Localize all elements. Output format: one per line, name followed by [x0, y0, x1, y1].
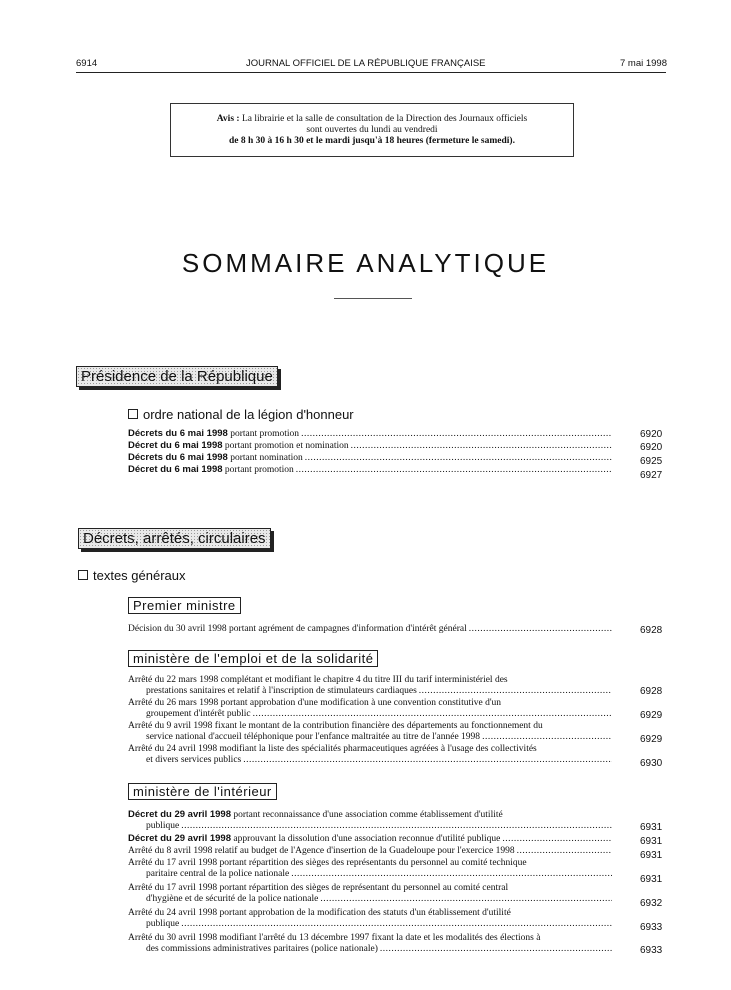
- interieur-entries: [128, 809, 614, 955]
- notice-hours: de 8 h 30 à 16 h 30 et le mardi jusqu'à 18 heures (fermeture le samedi).: [229, 136, 515, 146]
- page-ref[interactable]: 6931: [640, 822, 663, 833]
- toc-entry[interactable]: [128, 721, 614, 743]
- page-title: SOMMAIRE ANALYTIQUE: [181, 248, 550, 278]
- page-ref[interactable]: 6928: [640, 686, 663, 697]
- toc-entry[interactable]: [128, 624, 614, 635]
- toc-entry[interactable]: [128, 675, 614, 697]
- leader-dots: [301, 429, 612, 440]
- entry-key: Décret du 29 avril 1998: [128, 833, 231, 844]
- entry-text-cont: des commissions administratives paritaires (police nationale): [146, 944, 378, 954]
- section-heading-presidence: Présidence de la République: [76, 366, 278, 387]
- leader-dots: [181, 919, 612, 930]
- page-ref[interactable]: 6933: [640, 922, 663, 933]
- entry-text: portant promotion et nomination: [224, 441, 349, 451]
- entry-text: Arrêté du 17 avril 1998 portant répartition des sièges de représentant du personnel au comité central: [128, 883, 509, 893]
- emploi-entries: [128, 675, 614, 766]
- page-ref[interactable]: 6920: [640, 442, 663, 453]
- leader-dots: [502, 834, 612, 845]
- page-ref[interactable]: 6920: [640, 429, 663, 440]
- entry-text: Arrêté du 22 mars 1998 complétant et modifiant le chapitre 4 du titre III du tarif interministériel des: [128, 675, 508, 685]
- entry-text: Arrêté du 30 avril 1998 modifiant l'arrêté du 13 décembre 1997 fixant la date et les modalités des élections à: [128, 933, 541, 943]
- page-number: 6914: [76, 58, 98, 69]
- entry-text: Arrêté du 17 avril 1998 portant répartition des sièges des représentants du personnel au comité technique: [128, 858, 527, 868]
- issue-date: 7 mai 1998: [620, 58, 668, 69]
- toc-entry[interactable]: [128, 440, 614, 452]
- leader-dots: [380, 944, 612, 955]
- toc-entry[interactable]: [128, 428, 614, 440]
- ministry-interieur: ministère de l'intérieur: [128, 783, 277, 800]
- toc-entry[interactable]: [128, 452, 614, 464]
- leader-dots: [419, 686, 612, 697]
- leader-dots: [469, 624, 612, 635]
- leader-dots: [181, 821, 612, 832]
- page-ref[interactable]: 6931: [640, 874, 663, 885]
- ministry-emploi-solidarite: ministère de l'emploi et de la solidarité: [128, 650, 378, 667]
- entry-key: Décret du 6 mai 1998: [128, 440, 223, 451]
- page-ref[interactable]: 6927: [640, 470, 663, 481]
- notice-line-3: [171, 136, 573, 147]
- entry-key: Décrets du 6 mai 1998: [128, 452, 228, 463]
- page-ref[interactable]: 6933: [640, 945, 663, 956]
- notice-label: Avis :: [216, 114, 240, 124]
- entry-text: Décision du 30 avril 1998 portant agrément de campagnes d'information d'intérêt général: [128, 624, 467, 634]
- header-rule: [76, 72, 666, 73]
- entry-text: portant promotion: [230, 429, 300, 439]
- toc-entry[interactable]: [128, 846, 614, 857]
- entry-text: Arrêté du 24 avril 1998 modifiant la liste des spécialités pharmaceutiques agréées à l'usage des collectivités: [128, 744, 537, 754]
- checkbox-icon: [78, 570, 88, 580]
- subheading-legion-honneur: [128, 407, 354, 422]
- page-ref[interactable]: 6931: [640, 850, 663, 861]
- title-rule: [334, 298, 412, 299]
- ministry-premier-ministre: Premier ministre: [128, 597, 241, 614]
- entry-text: Arrêté du 8 avril 1998 relatif au budget de l'Agence d'insertion de la Guadeloupe pour l'exercice 1998: [128, 846, 515, 856]
- subheading-text: ordre national de la légion d'honneur: [143, 407, 354, 422]
- page-ref[interactable]: 6931: [640, 836, 663, 847]
- leader-dots: [243, 755, 612, 766]
- subheading-text: textes généraux: [93, 568, 186, 583]
- leader-dots: [291, 869, 612, 880]
- page-ref[interactable]: 6929: [640, 710, 663, 721]
- checkbox-icon: [128, 409, 138, 419]
- notice-line-1: [171, 114, 573, 125]
- entry-text-cont: et divers services publics: [146, 755, 242, 765]
- section1-entry-list: [128, 428, 614, 476]
- entry-key: Décret du 6 mai 1998: [128, 464, 223, 475]
- leader-dots: [320, 894, 612, 905]
- toc-entry[interactable]: [128, 858, 614, 880]
- entry-text: portant reconnaissance d'une association comme établissement d'utilité: [233, 810, 503, 820]
- entry-text-cont: publique: [146, 821, 180, 831]
- notice-line-2: sont ouvertes du lundi au vendredi: [306, 125, 438, 135]
- page-ref[interactable]: 6929: [640, 734, 663, 745]
- entry-text-cont: service national d'accueil téléphonique pour l'enfance maltraitée au titre de l'année 1998: [146, 732, 481, 742]
- entry-key: Décrets du 6 mai 1998: [128, 428, 228, 439]
- toc-entry[interactable]: [128, 883, 614, 905]
- toc-entry[interactable]: [128, 744, 614, 766]
- leader-dots: [305, 453, 612, 464]
- entry-key: Décret du 29 avril 1998: [128, 809, 231, 820]
- entry-text-cont: d'hygiène et de sécurité de la police nationale: [146, 894, 319, 904]
- entry-text: Arrêté du 24 avril 1998 portant approbation de la modification des statuts d'un établissement d'utilité: [128, 908, 511, 918]
- leader-dots: [517, 846, 612, 857]
- leader-dots: [253, 709, 612, 720]
- premier-ministre-entries: [128, 624, 614, 635]
- journal-title: JOURNAL OFFICIEL DE LA RÉPUBLIQUE FRANÇAISE: [246, 58, 486, 69]
- toc-entry[interactable]: [128, 833, 614, 845]
- leader-dots: [351, 441, 612, 452]
- toc-entry[interactable]: [128, 933, 614, 955]
- leader-dots: [296, 465, 612, 476]
- entry-text-cont: prestations sanitaires et relatif à l'inscription de stimulateurs cardiaques: [146, 686, 417, 696]
- entry-text: Arrêté du 9 avril 1998 fixant le montant de la contribution financière des départements au fonctionnement du: [128, 721, 543, 731]
- subheading-textes-generaux: [78, 568, 186, 583]
- entry-text: portant promotion: [224, 465, 294, 475]
- page-ref[interactable]: 6925: [640, 456, 663, 467]
- section-heading-decrets: Décrets, arrêtés, circulaires: [78, 528, 271, 549]
- notice-text-1: La librairie et la salle de consultation de la Direction des Journaux officiels: [241, 114, 528, 124]
- toc-entry[interactable]: [128, 698, 614, 720]
- entry-text-cont: publique: [146, 919, 180, 929]
- page-ref[interactable]: 6932: [640, 898, 663, 909]
- page-ref[interactable]: 6930: [640, 758, 663, 769]
- entry-text: approuvant la dissolution d'une association reconnue d'utilité publique: [233, 834, 501, 844]
- entry-text-cont: groupement d'intérêt public: [146, 709, 251, 719]
- page-ref[interactable]: 6928: [640, 625, 663, 636]
- leader-dots: [482, 732, 612, 743]
- entry-text: portant nomination: [230, 453, 303, 463]
- entry-text: Arrêté du 26 mars 1998 portant approbation d'une modification à une convention constitutive d'un: [128, 698, 502, 708]
- toc-entry[interactable]: [128, 908, 614, 930]
- toc-entry[interactable]: [128, 809, 614, 832]
- entry-text-cont: paritaire central de la police nationale: [146, 869, 290, 879]
- toc-entry[interactable]: [128, 464, 614, 476]
- notice-box: [170, 103, 574, 157]
